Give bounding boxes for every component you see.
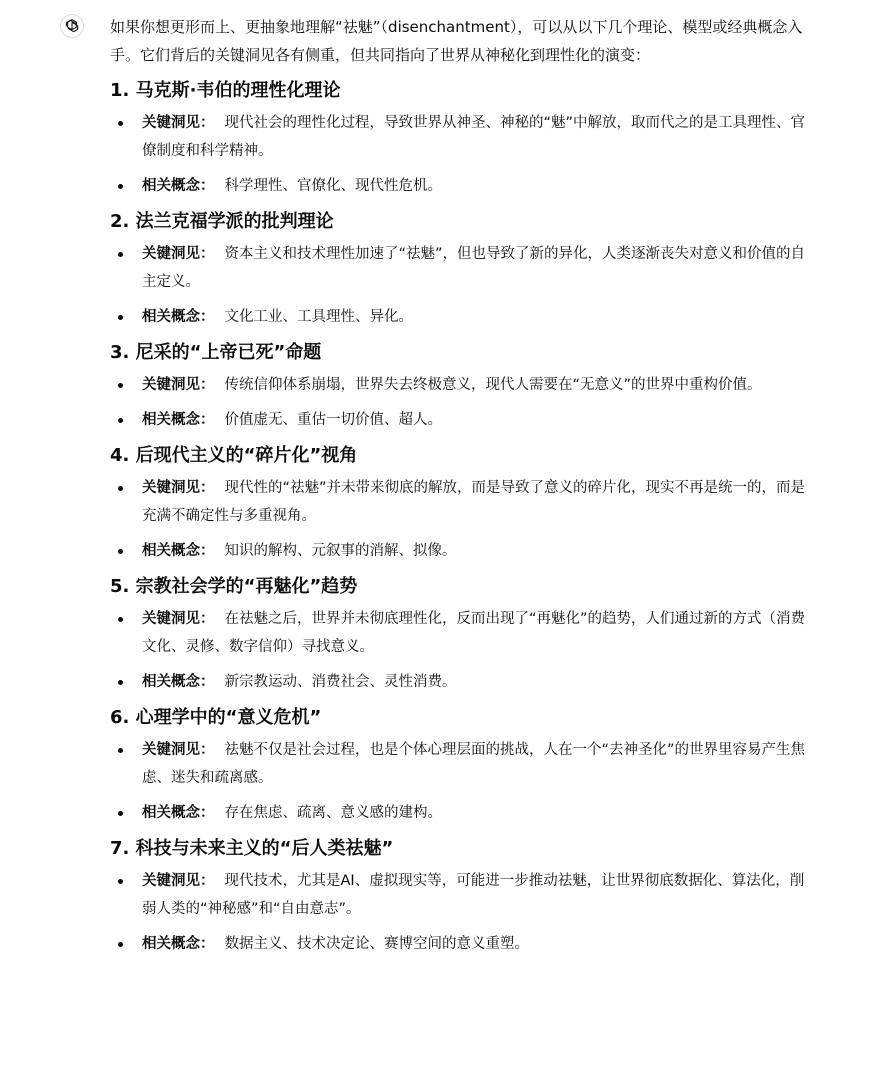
section-religion	[110, 573, 810, 696]
item-text: 新宗教运动、消费社会、灵性消费。	[224, 674, 457, 690]
item-label: 关键洞见：	[142, 377, 215, 393]
bullet-dot	[118, 748, 123, 753]
list-item	[110, 736, 810, 792]
list-item	[110, 303, 810, 331]
section-weber	[110, 77, 810, 200]
item-label: 相关概念：	[142, 178, 215, 194]
bullet-dot	[118, 383, 123, 388]
list-item	[110, 668, 810, 696]
item-label: 关键洞见：	[142, 480, 215, 496]
list-item	[110, 930, 810, 958]
item-label: 相关概念：	[142, 674, 215, 690]
bullet-dot	[118, 942, 123, 947]
list-item	[110, 867, 810, 923]
list-item	[110, 474, 810, 530]
item-text: 资本主义和技术理性加速了“祛魅”，但也导致了新的异化，人类逐渐丧失对意义和价值的自主定义。	[142, 246, 806, 290]
assistant-message	[110, 13, 810, 966]
bullet-list	[110, 371, 810, 434]
list-item	[110, 605, 810, 661]
item-label: 关键洞见：	[142, 115, 215, 131]
item-text: 存在焦虑、疏离、意义感的建构。	[224, 805, 442, 821]
assistant-avatar	[60, 14, 84, 38]
list-item	[110, 406, 810, 434]
item-text: 传统信仰体系崩塌，世界失去终极意义，现代人需要在“无意义”的世界中重构价值。	[224, 377, 762, 393]
bullet-dot	[118, 315, 123, 320]
bullet-dot	[118, 252, 123, 257]
item-text: 祛魅不仅是社会过程，也是个体心理层面的挑战，人在一个“去神圣化”的世界里容易产生焦虑、迷失和疏离感。	[142, 742, 806, 786]
list-item	[110, 799, 810, 827]
section-title: 1. 马克斯·韦伯的理性化理论	[110, 80, 341, 101]
section-title: 5. 宗教社会学的“再魅化”趋势	[110, 576, 358, 597]
item-text: 现代技术，尤其是AI、虚拟现实等，可能进一步推动祛魅，让世界彻底数据化、算法化，削弱人类的“神秘感”和“自由意志”。	[142, 873, 805, 917]
item-label: 相关概念：	[142, 412, 215, 428]
item-label: 相关概念：	[142, 309, 215, 325]
item-label: 相关概念：	[142, 936, 215, 952]
section-frankfurt	[110, 208, 810, 331]
section-title: 4. 后现代主义的“碎片化”视角	[110, 445, 358, 466]
section-title: 6. 心理学中的“意义危机”	[110, 707, 322, 728]
item-text: 知识的解构、元叙事的消解、拟像。	[224, 543, 457, 559]
bullet-list	[110, 240, 810, 331]
bullet-list	[110, 109, 810, 200]
bullet-dot	[118, 418, 123, 423]
bullet-dot	[118, 121, 123, 126]
item-label: 关键洞见：	[142, 246, 215, 262]
item-text: 文化工业、工具理性、异化。	[224, 309, 413, 325]
openai-logo-icon	[64, 18, 80, 34]
bullet-dot	[118, 184, 123, 189]
item-label: 相关概念：	[142, 805, 215, 821]
bullet-dot	[118, 879, 123, 884]
list-item	[110, 172, 810, 200]
item-text: 在祛魅之后，世界并未彻底理性化，反而出现了“再魅化”的趋势，人们通过新的方式（消费文化、灵修、数字信仰）寻找意义。	[142, 611, 806, 655]
bullet-list	[110, 867, 810, 958]
list-item	[110, 240, 810, 296]
bullet-dot	[118, 680, 123, 685]
intro-paragraph: 如果你想更形而上、更抽象地理解“祛魅”（disenchantment），可以从以下几个理论、模型或经典概念入手。它们背后的关键洞见各有侧重，但共同指向了世界从神秘化到理性化的演变：	[110, 18, 803, 64]
bullet-dot	[118, 617, 123, 622]
item-text: 价值虚无、重估一切价值、超人。	[224, 412, 442, 428]
bullet-dot	[118, 549, 123, 554]
item-label: 关键洞见：	[142, 873, 215, 889]
item-text: 现代社会的理性化过程，导致世界从神圣、神秘的“魅”中解放，取而代之的是工具理性、官僚制度和科学精神。	[142, 115, 806, 159]
section-postmodern	[110, 442, 810, 565]
bullet-dot	[118, 486, 123, 491]
item-label: 相关概念：	[142, 543, 215, 559]
list-item	[110, 109, 810, 165]
item-text: 科学理性、官僚化、现代性危机。	[224, 178, 442, 194]
bullet-list	[110, 605, 810, 696]
item-label: 关键洞见：	[142, 742, 215, 758]
bullet-dot	[118, 811, 123, 816]
list-item	[110, 537, 810, 565]
item-text: 数据主义、技术决定论、赛博空间的意义重塑。	[224, 936, 529, 952]
section-nietzsche	[110, 339, 810, 434]
item-text: 现代性的“祛魅”并未带来彻底的解放，而是导致了意义的碎片化，现实不再是统一的，而是充满不确定性与多重视角。	[142, 480, 806, 524]
bullet-list	[110, 474, 810, 565]
list-item	[110, 371, 810, 399]
bullet-list	[110, 736, 810, 827]
item-label: 关键洞见：	[142, 611, 215, 627]
section-psychology	[110, 704, 810, 827]
section-technology	[110, 835, 810, 958]
section-title: 2. 法兰克福学派的批判理论	[110, 211, 334, 232]
section-title: 7. 科技与未来主义的“后人类祛魅”	[110, 838, 394, 859]
section-title: 3. 尼采的“上帝已死”命题	[110, 342, 322, 363]
